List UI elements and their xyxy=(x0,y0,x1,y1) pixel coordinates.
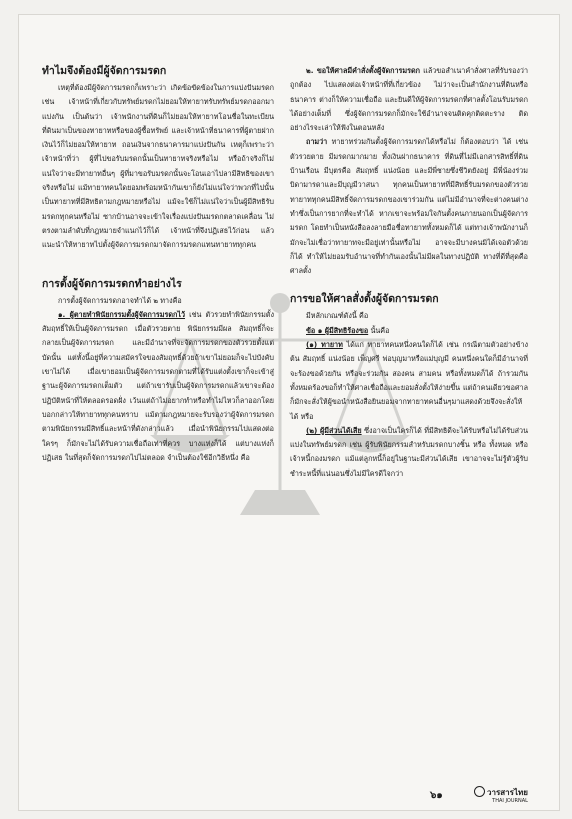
item-text: นั้นคือ xyxy=(368,325,390,335)
paragraph xyxy=(290,338,528,424)
right-column xyxy=(290,64,528,481)
item-text: ทายาทร่วมกันตั้งผู้จัดการมรดกได้หรือไม่ ก็ต้องตอบว่า ได้ เช่น ตัวรวยตาย มีมรดกมากมาย ทั้งเงินฝากธนาคาร ที่ดินที่ไม่มีเอกสารสิทธิ์ที่ดินบ้านเรือน มีบุตรคือ สัมฤทธิ์ แน่งน้อย และมีพี่ชายซึ่งชีวิตยังอยู่ มีพี่น้องร่วมบิดามารดาและมีบุญมีวาสนา ทุกคนเป็นทายาทที่มีสิทธิ์รับมรดกของตัวรวย ทายาททุกคนมีสิทธิ์จัดการมรดกของเขาร่วมกัน แต่ไม่มีอำนาจที่จะต่างคนต่างทำซึ่งเป็นการยากที่จะทำได้ หากเขาจะพร้อมใจกันตั้งคนภายนอกเป็นผู้จัดการมรดก โดยทำเป็นหนังสือลงลายมือชื่อทายาททั้งหมดก็ได้ แต่ทางเจ้าพนักงานก็มักจะไม่เชื่อว่าทายาทจะมีอยู่เท่านั้นหรือไม่ อาจจะมีบางคนมิได้เจอตัวด้วยก็ได้ ทำให้ไม่ยอมรับอำนาจที่ทำกันเองนั้นไม่มีผลในทางปฏิบัติ ทางที่ดีที่สุดคือ ศาลตั้ง xyxy=(290,137,528,276)
paragraph: มีหลักเกณฑ์ดังนี้ คือ xyxy=(306,311,369,321)
left-column xyxy=(42,64,274,465)
item-text: ได้แก่ ทายาทคนหนึ่งคนใดก็ได้ เช่น กรณีตามตัวอย่างข้างต้น สัมฤทธิ์ แน่งน้อย เพ็ญศรี พ่อบุญมาหรือแม่บุญมี คนหนึ่งคนใดก็มีอำนาจที่จะร้องขอด้วยกัน หรือจะร่วมกัน สองคน สามคน หรือทั้งหมดก็ได้ ถ้ารวมกันทั้งหมดร้องขอก็ทำให้ศาลเชื่อถือและยอมสั่งตั้งให้ง่ายขึ้น แต่ถ้าคนเดียวขอศาลก็มักจะสั่งให้ผู้ขอนำหนังสือยินยอมจากทายาทคนอื่นๆมาแสดงด้วยจึงจะสั่งให้ได้ หรือ xyxy=(290,340,528,421)
item-text: ซึ่งอาจเป็นใครก็ได้ ที่มีสิทธิดีจะได้รับหรือไม่ได้รับส่วนแบ่งในทรัพย์มรดก เช่น ผู้รับพินัยกรรมสำหรับมรดกบางชิ้น หรือ ทั้งหมด หรือเจ้าหนี้กองมรดก แม้แต่ลูกหนี้ก็อยู่ในฐานะมีส่วนได้เสีย เขาอาจจะไม่รู้ตัวผู้รับชำระหนี้ที่แน่นอนซึ่งไม่มีใครดีใจกว่า xyxy=(290,425,528,478)
heading-why-executor: ทำไมจึงต้องมีผู้จัดการมรดก xyxy=(42,65,167,77)
heading-how-appoint: การตั้งผู้จัดการมรดกทำอย่างไร xyxy=(42,277,182,290)
item-lead: ๑. ผู้ตายทำพินัยกรรมตั้งผู้จัดการมรดกไว้ xyxy=(58,309,186,319)
item-text: แล้วขอสำเนาคำสั่งศาลที่รับรองว่าถูกต้อง ไปแสดงต่อเจ้าหน้าที่ที่เกี่ยวข้อง ไม่ว่าจะเป็นสำนักงานที่ดินหรือธนาคาร ต่างก็ให้ความเชื่อถือ และยินดีให้ผู้จัดการมรดกที่ศาลตั้งโอนรับมรดกได้อย่างเต็มที่ ซึ่งผู้จัดการมรดกก็มักจะใช้อำนาจจนติดคุกติดตะราง ติดอย่างไรจะเล่าให้ฟังในตอนหลัง xyxy=(290,66,528,133)
paragraph xyxy=(290,135,528,278)
logo-subtext: THAI JOURNAL xyxy=(492,798,528,804)
item-lead: ถามว่า xyxy=(306,137,328,147)
item-lead: (๑) ทายาท xyxy=(306,340,343,350)
logo-text: วารสารไทย xyxy=(487,788,528,797)
paragraph: เหตุที่ต้องมีผู้จัดการมรดกก็เพราะว่า เกิดข้อขัดข้องในการแบ่งปันมรดก เช่น เจ้าหน้าที่เกี่ยวกับทรัพย์มรดกไม่ยอมให้ทายาทรับทรัพย์มรดกออกมาแบ่งกัน เป็นต้นว่า เจ้าพนักงานที่ดินก็ไม่ยอมให้ทายาทโอนชื่อในทะเบียนที่ดินมาเป็นของทายาทหรือของผู้ซื้อทรัพย์ และเจ้าหน้าที่ธนาคารที่ผู้ตายฝากเงินไว้ก็ไม่ยอมให้ทายาท ถอนเงินจากธนาคารมาแบ่งปันกัน เหตุก็เพราะว่าเจ้าหน้าที่ว่า ผู้ที่ไปขอรับมรดกนั้นเป็นทายาทจริงหรือไม่ หรือถ้าจริงก็ไม่แน่ใจว่าจะมีทายาทอื่นๆ ผู้ที่มาขอรับมรดกนั้นจะโอนเอาไปลามีสิทธิของเขาจริงหรือไม่ แม้ทายาทคนใดยอมพร้อมหน้ากันเขาก็ยังไม่แน่ใจว่าพวกที่ไปนั้นเป็นทายาทที่มีสิทธิตามกฎหมายหรือไม่ แม้จะใช้ก็ไม่แน่ใจว่าเป็นผู้มีสิทธิรับมรดกทุกคนหรือไม่ ซากบ้านอาจจะเข้าใจเรื่องแบ่งปันมรดกตลาดเคลื่อน ไม่ตรงตามลำดับที่กฎหมายจำแนกไว้ก็ได้ เจ้าหน้าที่จึงปฏิเสธไว้ก่อน แล้วแนะนำให้ทายาทไปตั้งผู้จัดการมรดกมาจัดการมรดกแทนทายาททุกคน xyxy=(42,83,274,250)
paragraph: การตั้งผู้จัดการมรดกอาจทำได้ ๒ ทางคือ xyxy=(58,295,182,305)
journal-logo xyxy=(474,786,528,805)
paragraph xyxy=(290,64,528,135)
item-lead: ข้อ ๑ ผู้มีสิทธิร้องขอ xyxy=(306,325,369,335)
paragraph xyxy=(290,324,528,338)
paragraph xyxy=(290,424,528,481)
item-text: เช่น ตัวรวยทำพินัยกรรมตั้งสัมฤทธิ์ให้เป็นผู้จัดการมรดก เมื่อตัวรวยตาย พินัยกรรมมีผล สัมฤทธิ์ก็จะกลายเป็นผู้จัดการมรดก และมีอำนาจที่จะจัดการมรดกของตัวรวยตั้งแต่บัดนั้น แต่ทั้งนี้อยู่ที่ความสมัครใจของสัมฤทธิ์ด้วยถ้าเขาไม่ยอมก็จะไปบังคับเขาไม่ได้ เมื่อเขายอมเป็นผู้จัดการมรดกตามที่ได้รับแต่งตั้งเขาก็จะเข้าสู่ฐานะผู้จัดการมรดกเต็มตัว แต่ถ้าเขารับเป็นผู้จัดการมรดกแล้วเขาจะต้องปฏิบัติหน้าที่ให้ตลอดรอดฝั่ง เว้นแต่ถ้าไม่อยากทำหรือทำไม่ไหวก็ลาออกโดยบอกกล่าวให้ทายาททุกคนทราบ แม้ตามกฎหมายจะรับรองว่าผู้จัดการมรดกตามพินัยกรรมมีสิทธิ์และหน้าที่ดังกล่าวแล้ว เมื่อนำพินัยกรรมไปแสดงต่อใครๆ ก็มักจะไม่ได้รับความเชื่อถือเท่าที่ควร บางแห่งก็ได้ แต่บางแห่งก็ปฏิเสธ ในที่สุดก็จัดการมรดกไปไม่ตลอด จำเป็นต้องใช้อีกวิธีหนึ่ง คือ xyxy=(42,309,274,462)
item-lead: (๒) ผู้มีส่วนได้เสีย xyxy=(306,425,362,435)
heading-court-order: การขอให้ศาลสั่งตั้งผู้จัดการมรดก xyxy=(290,293,439,306)
logo-mark-icon xyxy=(474,786,485,797)
page-number: ๖๑ xyxy=(430,790,443,801)
paragraph xyxy=(42,308,274,465)
item-lead: ๒. ขอให้ศาลมีคำสั่งตั้งผู้จัดการมรดก xyxy=(306,66,420,75)
